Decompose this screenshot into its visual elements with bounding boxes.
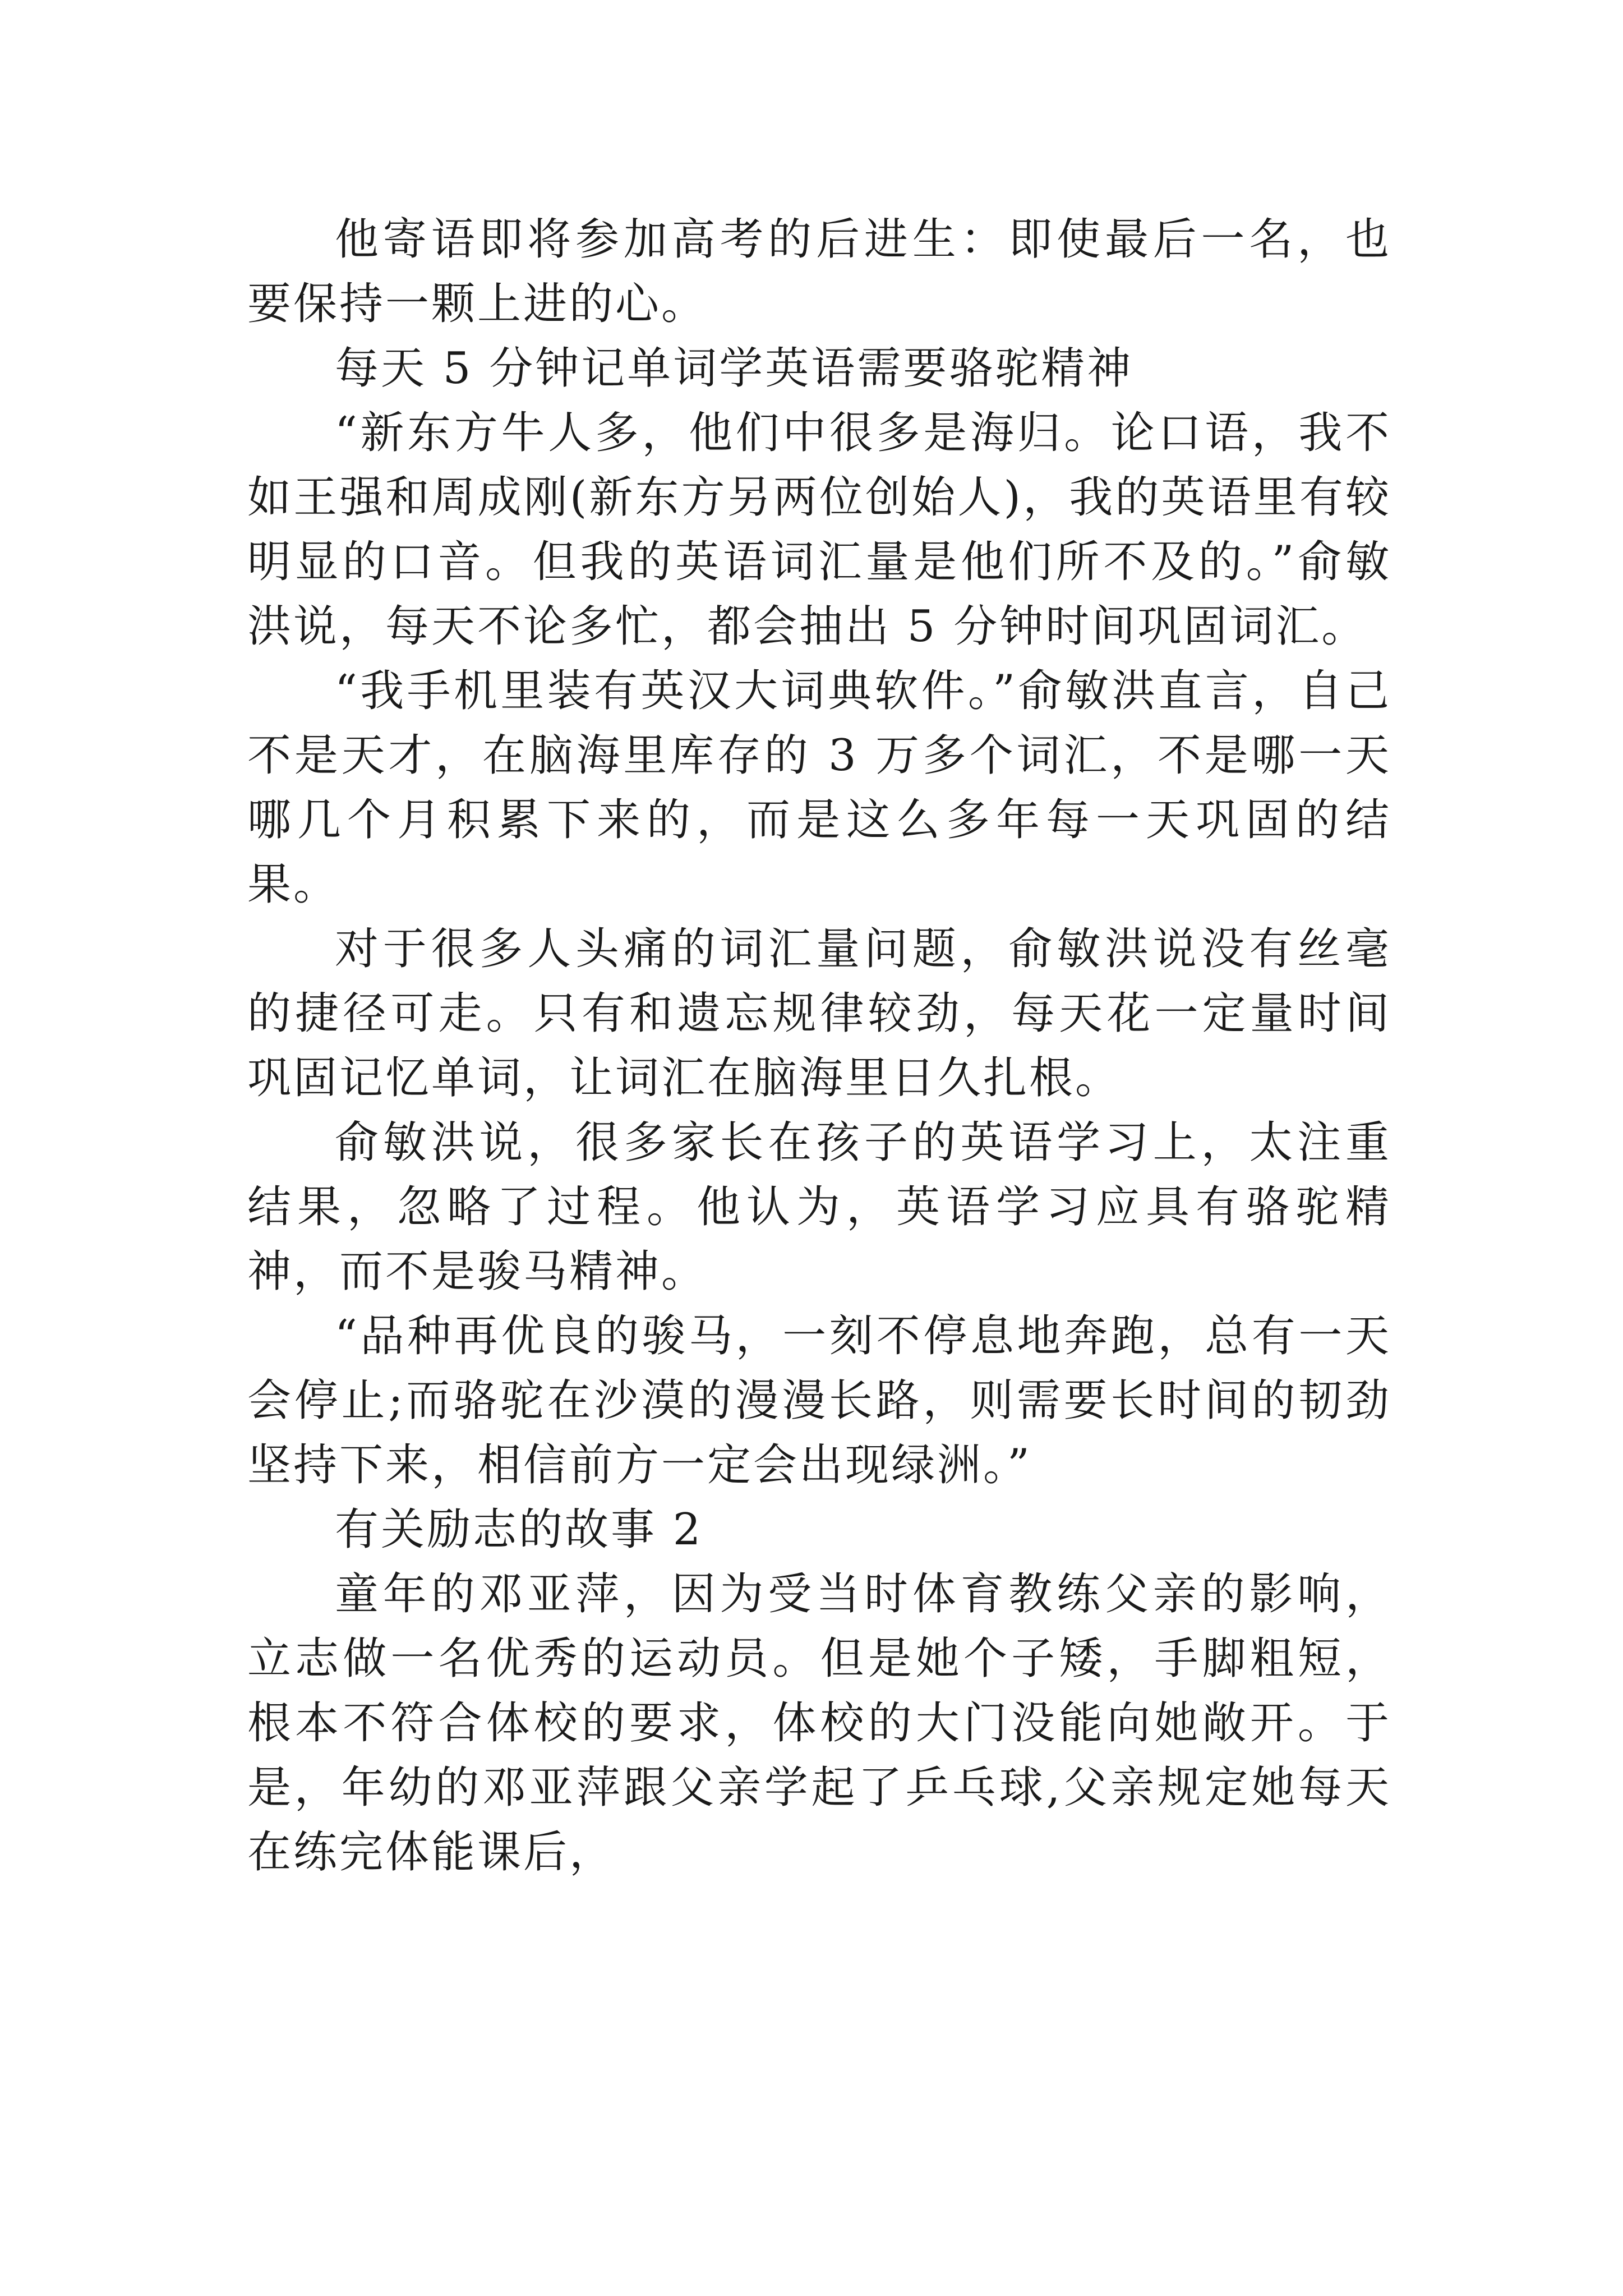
paragraph: 俞敏洪说，很多家长在孩子的英语学习上，太注重结果，忽略了过程。他认为，英语学习应具有骆驼精神，而不是骏马精神。 — [247, 1117, 1391, 1297]
paragraph: “品种再优良的骏马，一刻不停息地奔跑，总有一天会停止;而骆驼在沙漠的漫漫长路，则需要长时间的韧劲坚持下来，相信前方一定会出现绿洲。” — [247, 1311, 1391, 1490]
paragraph: 对于很多人头痛的词汇量问题，俞敏洪说没有丝毫的捷径可走。只有和遗忘规律较劲，每天花一定量时间巩固记忆单词，让词汇在脑海里日久扎根。 — [247, 924, 1391, 1103]
paragraph: “新东方牛人多，他们中很多是海归。论口语，我不如王强和周成刚(新东方另两位创始人)，我的英语里有较明显的口音。但我的英语词汇量是他们所不及的。”俞敏洪说，每天不论多忙，都会抽出 5 分钟时间巩固词汇。 — [247, 408, 1391, 652]
section-heading: 有关励志的故事 2 — [335, 1504, 703, 1555]
paragraph: 他寄语即将参加高考的后进生：即使最后一名，也要保持一颗上进的心。 — [247, 214, 1391, 329]
document-body — [247, 208, 1391, 1885]
section-heading: 每天 5 分钟记单词学英语需要骆驼精神 — [335, 343, 1133, 394]
paragraph: “我手机里装有英汉大词典软件。”俞敏洪直言，自己不是天才，在脑海里库存的 3 万多个词汇，不是哪一天哪几个月积累下来的，而是这么多年每一天巩固的结果。 — [247, 666, 1391, 910]
paragraph: 童年的邓亚萍，因为受当时体育教练父亲的影响，立志做一名优秀的运动员。但是她个子矮，手脚粗短，根本不符合体校的要求，体校的大门没能向她敞开。于是，年幼的邓亚萍跟父亲学起了乒乓球,父亲规定她每天在练完体能课后， — [247, 1569, 1391, 1878]
